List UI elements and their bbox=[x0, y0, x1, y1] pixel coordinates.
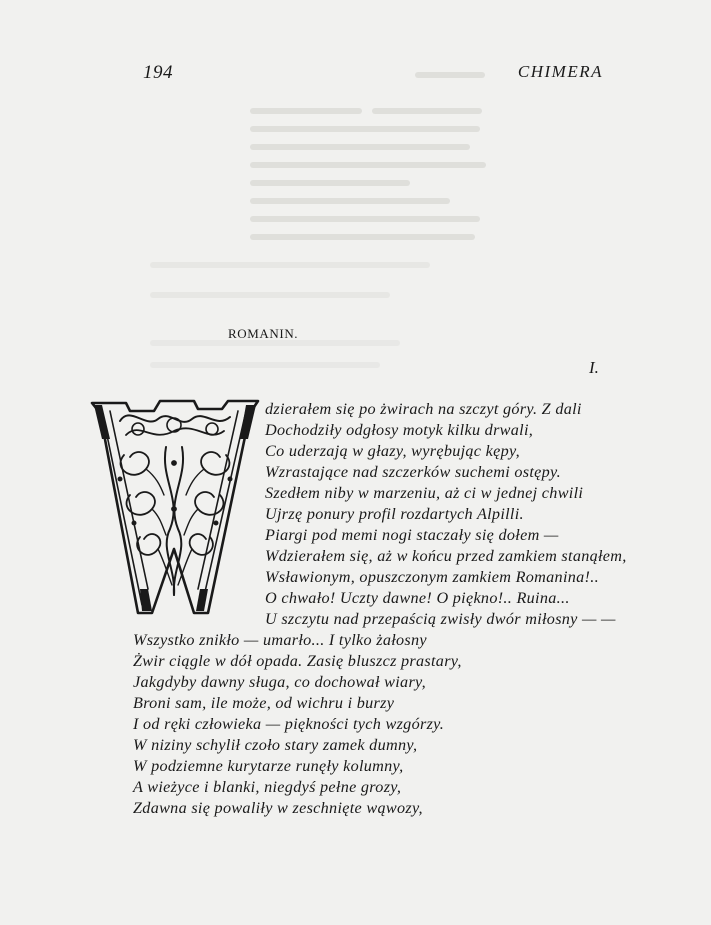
poem-line: W podziemne kurytarze runęły kolumny, bbox=[133, 757, 404, 775]
poem-line: Co uderzają w głazy, wyrębując kępy, bbox=[265, 442, 520, 460]
poem-line: Ujrzę ponury profil rozdartych Alpilli. bbox=[265, 505, 524, 523]
poem-title: ROMANIN. bbox=[228, 326, 299, 341]
poem-line: Zdawna się powaliły w zeschnięte wąwozy, bbox=[133, 799, 423, 817]
poem-line: Wsławionym, opuszczonym zamkiem Romanina!.. bbox=[265, 568, 599, 586]
poem-line: W niziny schylił czoło stary zamek dumny, bbox=[133, 736, 418, 754]
poem-line: Szedłem niby w marzeniu, aż ci w jednej chwili bbox=[265, 484, 584, 502]
section-number: I. bbox=[589, 358, 599, 377]
poem-line: U szczytu nad przepaścią zwisły dwór miłosny — — bbox=[265, 610, 616, 628]
page-number: 194 bbox=[143, 62, 173, 83]
poem-line: Żwir ciągle w dół opada. Zasię bluszcz prastary, bbox=[133, 652, 462, 670]
ornamental-w-icon bbox=[90, 399, 260, 617]
poem-line: Wdzierałem się, aż w końcu przed zamkiem stanąłem, bbox=[265, 547, 627, 565]
poem-line: O chwało! Uczty dawne! O piękno!.. Ruina... bbox=[265, 589, 570, 607]
poem-line: Wzrastające nad szczerków suchemi ostępy. bbox=[265, 463, 561, 481]
poem-line: I od ręki człowieka — piękności tych wzgórzy. bbox=[133, 715, 445, 733]
poem-line: Jakgdyby dawny sługa, co dochował wiary, bbox=[133, 673, 426, 691]
poem-line: Piargi pod memi nogi staczały się dołem — bbox=[265, 526, 559, 544]
poem-line: Broni sam, ile może, od wichru i burzy bbox=[133, 694, 395, 712]
decorated-initial-w bbox=[90, 399, 260, 617]
poem-line: Dochodziły odgłosy motyk kilku drwali, bbox=[265, 421, 534, 439]
poem-line: A wieżyce i blanki, niegdyś pełne grozy, bbox=[133, 778, 402, 796]
poem-line: Wszystko znikło — umarło... I tylko żałosny bbox=[133, 631, 427, 649]
running-head bbox=[0, 62, 711, 86]
journal-title: CHIMERA bbox=[517, 62, 603, 81]
poem-line: dzierałem się po żwirach na szczyt góry. Z dali bbox=[265, 400, 582, 418]
